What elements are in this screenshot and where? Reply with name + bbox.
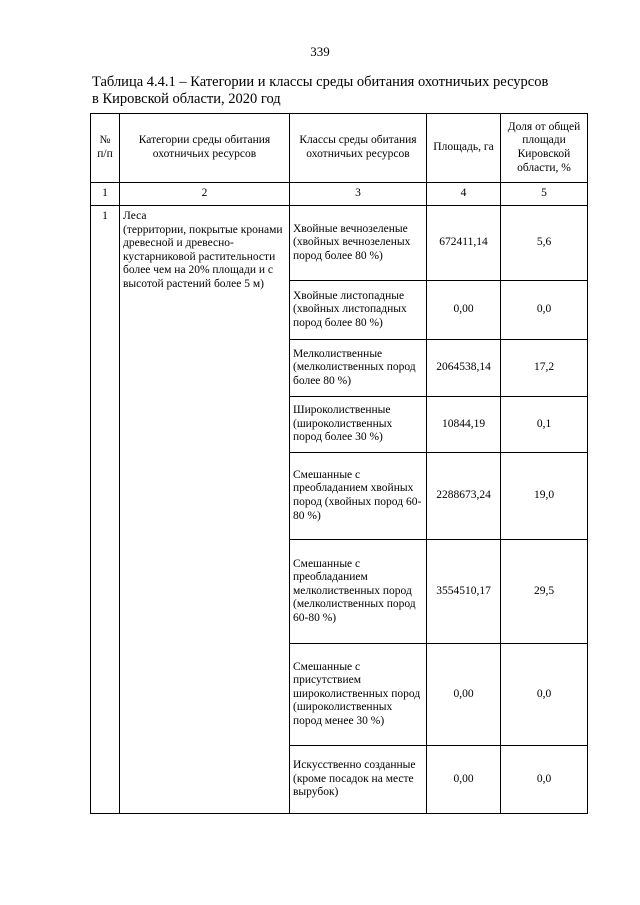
category-name: Леса bbox=[123, 210, 147, 222]
class-cell: Искусственно созданные (кроме посадок на месте вырубок) bbox=[290, 746, 427, 814]
share-cell: 0,1 bbox=[501, 397, 588, 453]
area-cell: 10844,19 bbox=[427, 397, 501, 453]
share-cell: 5,6 bbox=[501, 206, 588, 281]
share-cell: 29,5 bbox=[501, 540, 588, 644]
class-cell: Смешанные с преобладанием хвойных пород (хвойных пород 60-80 %) bbox=[290, 453, 427, 540]
area-cell: 0,00 bbox=[427, 746, 501, 814]
column-number: 5 bbox=[501, 183, 588, 206]
page-number: 339 bbox=[310, 44, 330, 59]
area-cell: 0,00 bbox=[427, 281, 501, 340]
column-number: 1 bbox=[91, 183, 120, 206]
area-cell: 2064538,14 bbox=[427, 340, 501, 397]
caption-line-2: в Кировской области, 2020 год bbox=[92, 91, 281, 107]
habitat-table bbox=[90, 113, 588, 814]
class-cell: Хвойные листопадные (хвойных листопадных пород более 80 %) bbox=[290, 281, 427, 340]
class-cell: Смешанные с преобладанием мелколиственных пород (мелколиственных пород 60-80 %) bbox=[290, 540, 427, 644]
header-class: Классы среды обитания охотничьих ресурсов bbox=[290, 114, 427, 183]
class-cell: Мелколиственные (мелколиственных пород более 80 %) bbox=[290, 340, 427, 397]
column-number-row bbox=[91, 183, 588, 206]
category-cell bbox=[120, 206, 290, 814]
header-number: № п/п bbox=[91, 114, 120, 183]
share-cell: 0,0 bbox=[501, 746, 588, 814]
area-cell: 2288673,24 bbox=[427, 453, 501, 540]
header-area: Площадь, га bbox=[427, 114, 501, 183]
header-share: Доля от общей площади Кировской области, % bbox=[501, 114, 588, 183]
class-cell: Хвойные вечнозеленые (хвойных вечнозеленых пород более 80 %) bbox=[290, 206, 427, 281]
caption-line-1: Таблица 4.4.1 – Категории и классы среды обитания охотничьих ресурсов bbox=[92, 74, 549, 90]
area-cell: 0,00 bbox=[427, 644, 501, 746]
area-cell: 672411,14 bbox=[427, 206, 501, 281]
class-cell: Широколиственные (широколиственных пород более 30 %) bbox=[290, 397, 427, 453]
column-number: 4 bbox=[427, 183, 501, 206]
share-cell: 19,0 bbox=[501, 453, 588, 540]
table-header-row bbox=[91, 114, 588, 183]
header-category: Категории среды обитания охотничьих ресурсов bbox=[120, 114, 290, 183]
column-number: 2 bbox=[120, 183, 290, 206]
category-description: (территории, покрытые кронами древесной и древесно-кустарниковой растительности более чем на 20% площади и с высотой растений более 5 м) bbox=[123, 223, 283, 290]
row-number: 1 bbox=[91, 206, 120, 814]
share-cell: 0,0 bbox=[501, 281, 588, 340]
class-cell: Смешанные с присутствием широколиственных пород (широколиственных пород менее 30 %) bbox=[290, 644, 427, 746]
area-cell: 3554510,17 bbox=[427, 540, 501, 644]
share-cell: 0,0 bbox=[501, 644, 588, 746]
column-number: 3 bbox=[290, 183, 427, 206]
table-caption bbox=[92, 74, 592, 108]
share-cell: 17,2 bbox=[501, 340, 588, 397]
table-row bbox=[91, 206, 588, 281]
